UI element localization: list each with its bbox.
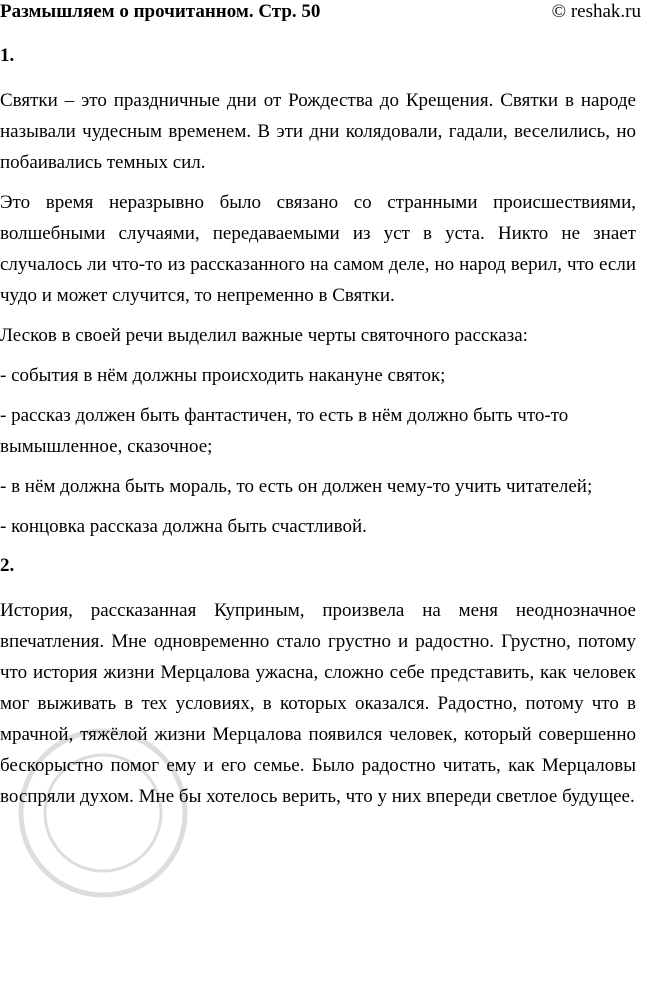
list-item: - события в нём должны происходить накануне святок; <box>0 365 446 386</box>
list-item: - рассказ должен быть фантастичен, то есть в нём должно быть что-то вымышленное, сказочное; <box>0 405 569 457</box>
site-credit: © reshak.ru <box>551 1 641 22</box>
paragraph: Лесков в своей речи выделил важные черты святочного рассказа: <box>0 325 528 346</box>
paragraph: Это время неразрывно было связано со странными происшествиями, волшебными случаями, передаваемыми из уст в уста. Никто не знает случалось ли что-то из рассказанного на самом деле, но народ верил, что если чудо и может случится, то непременно в Святки. <box>0 192 636 306</box>
section-number-1: 1. <box>0 45 15 66</box>
paragraph: Святки – это праздничные дни от Рождества до Крещения. Святки в народе называли чудесным временем. В эти дни колядовали, гадали, веселились, но побаивались темных сил. <box>0 90 636 173</box>
section-number-2: 2. <box>0 555 15 576</box>
page-title: Размышляем о прочитанном. Стр. 50 <box>0 1 321 22</box>
page-header <box>0 0 646 28</box>
answer-content <box>0 44 636 821</box>
list-item: - концовка рассказа должна быть счастливой. <box>0 516 367 537</box>
paragraph: История, рассказанная Куприным, произвела на меня неоднозначное впечатления. Мне одновременно стало грустно и радостно. Грустно, потому что история жизни Мерцалова ужасна, сложно себе представить, как человек мог выживать в тех условиях, в которых оказался. Радостно, потому что в мрачной, тяжёлой жизни Мерцалова появился человек, который совершенно бескорыстно помог ему и его семье. Было радостно читать, как Мерцаловы воспряли духом. Мне бы хотелось верить, что у них впереди светлое будущее. <box>0 600 636 807</box>
list-item: - в нём должна быть мораль, то есть он должен чему-то учить читателей; <box>0 476 593 497</box>
